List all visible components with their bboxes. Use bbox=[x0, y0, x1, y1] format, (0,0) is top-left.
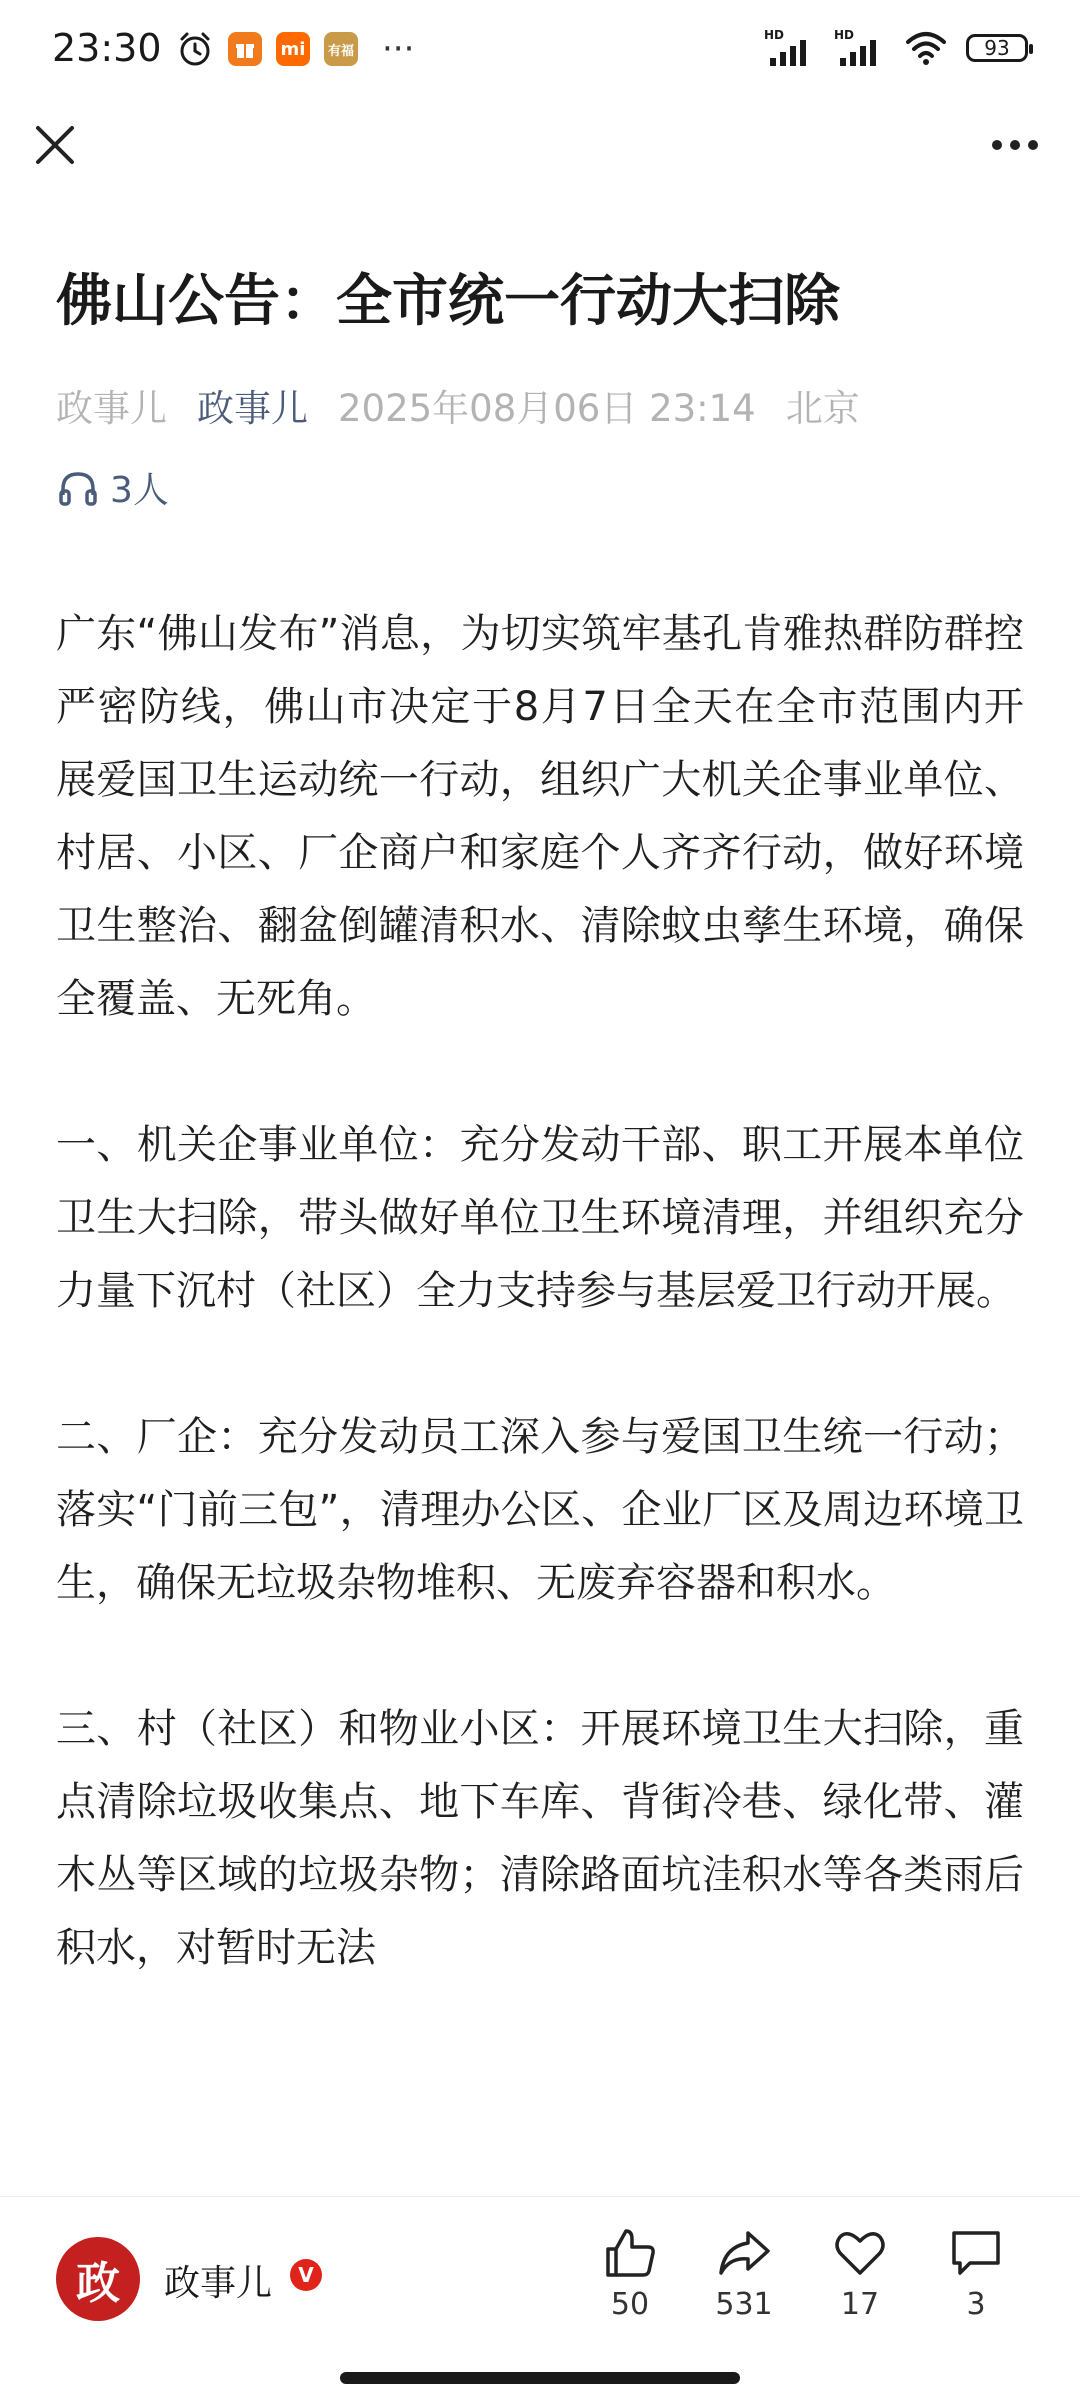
battery-indicator bbox=[966, 34, 1028, 62]
like-count: 50 bbox=[610, 2287, 650, 2322]
favorite-button[interactable] bbox=[810, 2227, 910, 2322]
share-count: 531 bbox=[715, 2287, 773, 2322]
fu-app-icon: 有福 bbox=[324, 32, 358, 66]
share-button[interactable] bbox=[694, 2227, 794, 2322]
heart-icon bbox=[832, 2227, 888, 2279]
account-avatar[interactable] bbox=[56, 2237, 140, 2321]
thumbs-up-icon bbox=[602, 2227, 658, 2279]
top-nav bbox=[0, 104, 1080, 184]
listener-count: 3人 bbox=[110, 470, 169, 511]
status-time: 23:30 bbox=[52, 26, 162, 70]
home-indicator[interactable] bbox=[340, 2372, 740, 2384]
article-title: 佛山公告：全市统一行动大扫除 bbox=[56, 269, 840, 334]
bottom-action-bar bbox=[0, 2196, 1080, 2353]
article-location: 北京 bbox=[785, 387, 860, 430]
more-options-button[interactable] bbox=[980, 120, 1050, 170]
headphones-icon bbox=[58, 469, 98, 507]
share-arrow-icon bbox=[716, 2227, 772, 2279]
comment-button[interactable] bbox=[926, 2227, 1026, 2322]
article-source: 政事儿 bbox=[56, 387, 167, 430]
comment-bubble-icon bbox=[948, 2227, 1004, 2279]
more-dot-icon bbox=[992, 140, 1002, 150]
article-meta bbox=[56, 378, 860, 432]
close-icon bbox=[30, 120, 80, 170]
wifi-icon bbox=[904, 30, 948, 66]
article-paragraph: 三、村（社区）和物业小区：开展环境卫生大扫除，重点清除垃圾收集点、地下车库、背街冷巷、绿化带、灌木丛等区域的垃圾杂物；清除路面坑洼积水等各类雨后积水，对暂时无法 bbox=[56, 1706, 1024, 1971]
like-button[interactable] bbox=[580, 2227, 680, 2322]
account-name[interactable]: 政事儿 bbox=[164, 2263, 273, 2304]
hd-label: HD bbox=[764, 28, 785, 42]
article-body bbox=[56, 598, 1024, 2058]
status-notification-icons bbox=[176, 30, 414, 68]
article-author-link[interactable]: 政事儿 bbox=[197, 387, 308, 430]
article-paragraph: 二、厂企：充分发动员工深入参与爱国卫生统一行动；落实“门前三包”，清理办公区、企业厂区及周边环境卫生，确保无垃圾杂物堆积、无废弃容器和积水。 bbox=[56, 1414, 1024, 1606]
more-dot-icon bbox=[1028, 140, 1038, 150]
listen-button[interactable] bbox=[58, 462, 169, 513]
favorite-count: 17 bbox=[840, 2287, 880, 2322]
more-notifications-icon: ··· bbox=[382, 29, 415, 69]
signal-icon-2 bbox=[834, 28, 886, 68]
article-datetime: 2025年08月06日 23:14 bbox=[338, 387, 756, 430]
alarm-icon bbox=[176, 30, 214, 68]
article-paragraph: 一、机关企事业单位：充分发动干部、职工开展本单位卫生大扫除，带头做好单位卫生环境清理，并组织充分力量下沉村（社区）全力支持参与基层爱卫行动开展。 bbox=[56, 1122, 1024, 1314]
signal-icon-1 bbox=[764, 28, 816, 68]
hd-label: HD bbox=[834, 28, 855, 42]
comment-count: 3 bbox=[966, 2287, 986, 2322]
more-dot-icon bbox=[1010, 140, 1020, 150]
status-bar bbox=[0, 0, 1080, 104]
status-system-icons bbox=[764, 28, 1028, 68]
close-button[interactable] bbox=[30, 120, 80, 170]
mi-app-icon: mi bbox=[276, 32, 310, 66]
account-logo-text: 政 bbox=[76, 2258, 120, 2309]
battery-level: 93 bbox=[984, 36, 1010, 60]
article-paragraph: 广东“佛山发布”消息，为切实筑牢基孔肯雅热群防群控严密防线，佛山市决定于8月7日全天在全市范围内开展爱国卫生运动统一行动，组织广大机关企事业单位、村居、小区、厂企商户和家庭个人齐齐行动，做好环境卫生整治、翻盆倒罐清积水、清除蚊虫孳生环境，确保全覆盖、无死角。 bbox=[56, 611, 1024, 1022]
verified-badge: V bbox=[290, 2259, 322, 2291]
gift-app-icon bbox=[228, 32, 262, 66]
